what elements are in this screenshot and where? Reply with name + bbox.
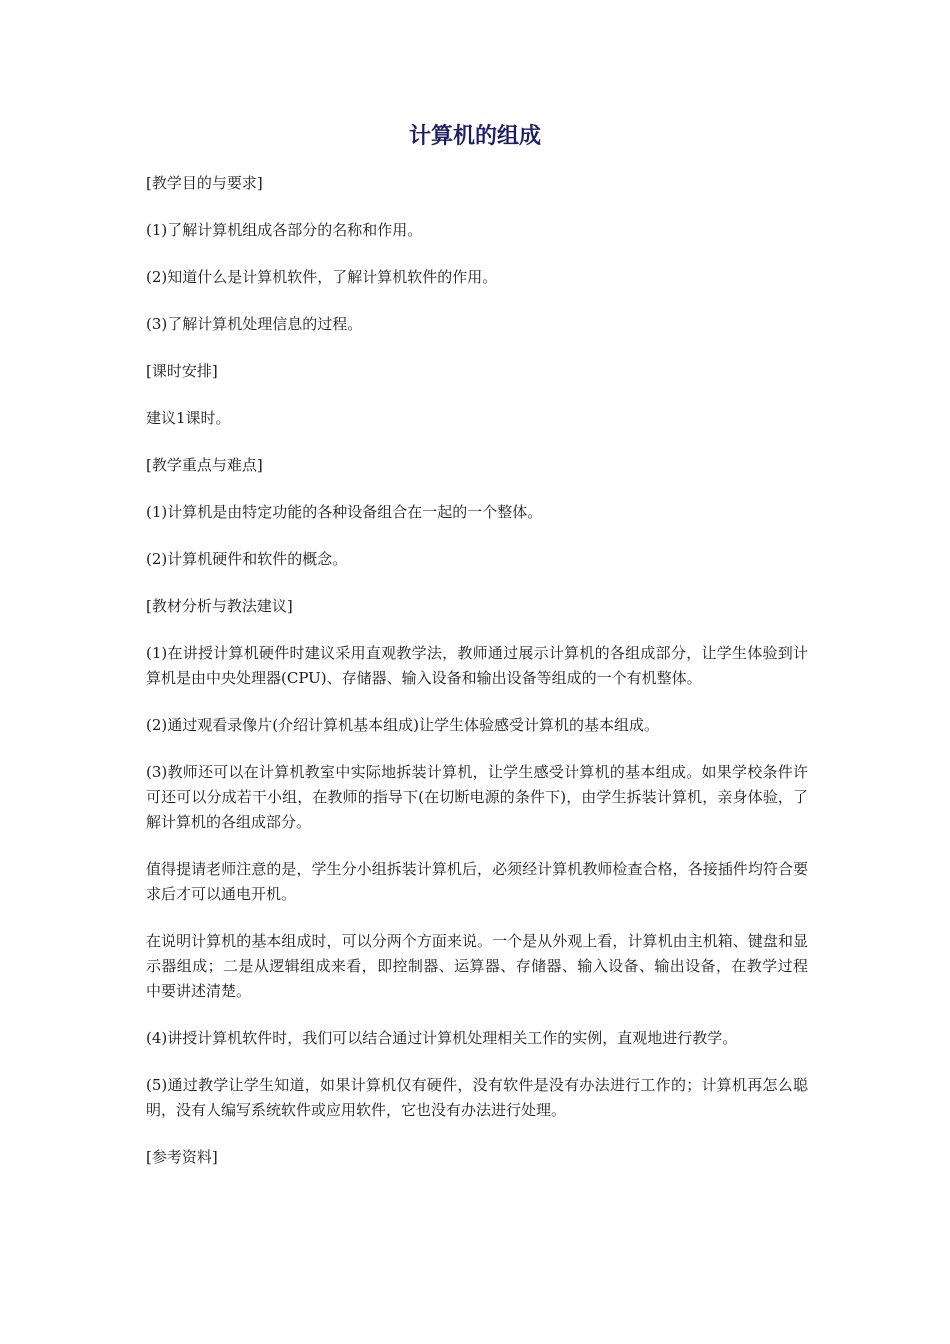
- paragraph: (2)通过观看录像片(介绍计算机基本组成)让学生体验感受计算机的基本组成。: [146, 716, 659, 734]
- paragraph: (2)计算机硬件和软件的概念。: [146, 550, 348, 568]
- paragraph: (3)教师还可以在计算机教室中实际地拆装计算机，让学生感受计算机的基本组成。如果学校条件许可还可以分成若干小组，在教师的指导下(在切断电源的条件下)，由学生拆装计算机，亲身体验，了解计算机的各组成部分。: [146, 763, 808, 831]
- section-heading-key-points: [教学重点与难点]: [146, 456, 263, 474]
- paragraph: (1)了解计算机组成各部分的名称和作用。: [146, 221, 423, 239]
- document-body: [146, 171, 824, 1192]
- paragraph: 在说明计算机的基本组成时，可以分两个方面来说。一个是从外观上看，计算机由主机箱、键盘和显示器组成；二是从逻辑组成来看，即控制器、运算器、存储器、输入设备、输出设备，在教学过程 中要讲述清楚。: [146, 932, 824, 1000]
- paragraph: (3)了解计算机处理信息的过程。: [146, 315, 363, 333]
- page-title: 计算机的组成: [408, 124, 541, 149]
- paragraph: (1)在讲授计算机硬件时建议采用直观教学法，教师通过展示计算机的各组成部分，让学生体验到计算机是由中央处理器(CPU)、存储器、输入设备和输出设备等组成的一个有机整体。: [146, 644, 808, 687]
- section-heading-analysis: [教材分析与教法建议]: [146, 597, 293, 615]
- paragraph: (5)通过教学让学生知道，如果计算机仅有硬件，没有软件是没有办法进行工作的；计算机再怎么聪明，没有人编写系统软件或应用软件，它也没有办法进行处理。: [146, 1076, 808, 1119]
- paragraph: (2)知道什么是计算机软件，了解计算机软件的作用。: [146, 268, 498, 286]
- section-heading-references: [参考资料]: [146, 1148, 218, 1166]
- paragraph: (4)讲授计算机软件时，我们可以结合通过计算机处理相关工作的实例，直观地进行教学。: [146, 1029, 738, 1047]
- paragraph: 值得提请老师注意的是，学生分小组拆装计算机后，必须经计算机教师检查合格，各接插件均符合要求后才可以通电开机。: [146, 860, 808, 903]
- paragraph: 建议1课时。: [146, 409, 231, 427]
- section-heading-schedule: [课时安排]: [146, 362, 218, 380]
- paragraph: (1)计算机是由特定功能的各种设备组合在一起的一个整体。: [146, 503, 543, 521]
- section-heading-objectives: [教学目的与要求]: [146, 174, 263, 192]
